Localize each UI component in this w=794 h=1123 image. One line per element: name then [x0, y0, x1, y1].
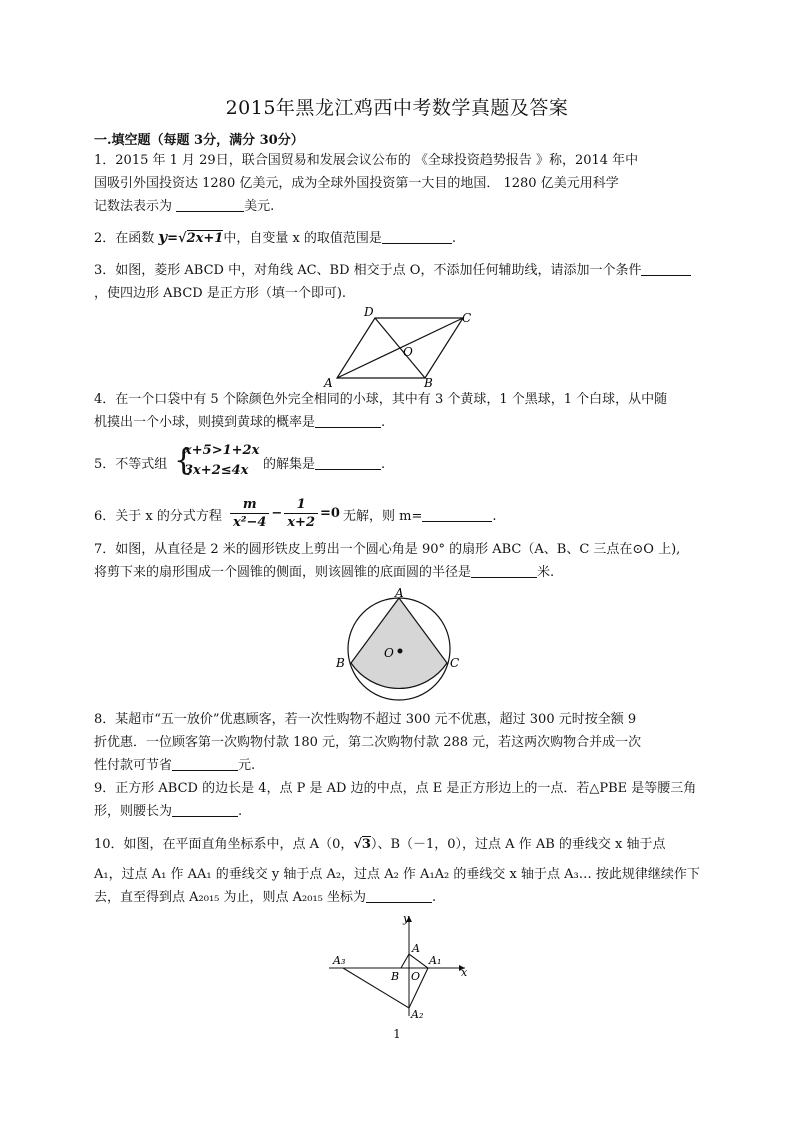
label-c: C [462, 311, 472, 325]
q8-line-3 [94, 757, 255, 775]
sector-abc [351, 598, 447, 688]
q10-line-1-text-b: ）、B（－1，0），过点 A 作 AB 的垂线交 x 轴于点 [370, 837, 666, 852]
q4-line-1: 4．在一个口袋中有 5 个除颜色外完全相同的小球，其中有 3 个黄球，1 个黑球，1 个白球，从中随 [94, 392, 668, 407]
q6-suffix-text: 无解，则 m= [343, 509, 423, 524]
q5-inequality-2: 3x+2≤4x [184, 463, 249, 478]
label-a1: A₁ [429, 954, 442, 967]
q4-end: . [381, 415, 386, 430]
q9-line-2 [94, 803, 242, 821]
label-o: O [403, 345, 413, 359]
label-x: x [461, 966, 468, 979]
q6-end: . [492, 509, 497, 524]
q6-fraction-1 [230, 496, 269, 531]
q6-fraction-1-den: x²−4 [233, 515, 267, 530]
label-c: C [450, 656, 460, 670]
center-point [398, 649, 403, 654]
q2-radicand: 2x+1 [186, 231, 224, 246]
q9-line-1: 9．正方形 ABCD 的边长是 4，点 P 是 AD 边的中点，点 E 是正方形边上的一点．若△PBE 是等腰三角 [94, 781, 697, 796]
label-b: B [424, 376, 433, 390]
q4-line-2-text: 机摸出一个小球，则摸到黄球的概率是 [94, 415, 316, 430]
q6-fraction-1-num: m [230, 496, 269, 514]
q6-minus: − [271, 506, 283, 521]
q10-line-3 [94, 889, 436, 907]
q5-suffix [263, 456, 385, 474]
q1-line-3-text: 记数法表示为 [94, 199, 177, 214]
q5-answer-blank[interactable] [315, 456, 381, 470]
q8-line-2: 折优惠．一位顾客第一次购物付款 180 元，第二次购物付款 288 元，若这两次购物合并成一次 [94, 735, 642, 750]
q2-line [94, 228, 456, 248]
q2-end: . [451, 231, 457, 246]
q5-brace: { [174, 443, 194, 478]
q10-answer-blank[interactable] [366, 889, 432, 903]
q10-line-1 [94, 836, 666, 854]
q1-line-2: 国吸引外国投资达 1280 亿美元，成为全球外国投资第一大目的地国． 1280 亿美元用科学 [94, 176, 619, 191]
q8-line-1: 8．某超市“五一放价”优惠顾客，若一次性购物不超过 300 元不优惠，超过 300 元时按全额 9 [94, 712, 637, 727]
section-heading: 一.填空题（每题 3分，满分 30分） [94, 133, 304, 148]
q3-line-1 [94, 262, 691, 280]
q6-suffix [343, 508, 497, 526]
q6-fraction-2-den: x+2 [287, 515, 315, 530]
q8-unit: 元. [238, 758, 256, 773]
q6-answer-blank[interactable] [422, 508, 492, 522]
page-number: 1 [393, 1027, 401, 1041]
q1-answer-blank[interactable] [176, 198, 244, 212]
document-title: 2015年黑龙江鸡西中考数学真题及答案 [225, 97, 569, 119]
q1-line-3 [94, 198, 274, 216]
label-b: B [391, 970, 400, 983]
q7-line-2 [94, 564, 554, 582]
q5-prefix: 5．不等式组 [94, 457, 168, 472]
q6-equation [228, 496, 340, 531]
q9-end: . [238, 804, 243, 819]
q7-line-1: 7．如图，从直径是 2 米的圆形铁皮上剪出一个圆心角是 90° 的扇形 ABC（A、B、C 三点在⊙O 上), [94, 542, 681, 557]
q3-answer-blank[interactable] [641, 262, 691, 276]
label-a: A [324, 376, 333, 390]
q5-inequality-1: x+5>1+2x [184, 443, 260, 458]
q10-sqrt: √3 [353, 837, 371, 852]
q10-end: . [432, 890, 437, 905]
q9-answer-blank[interactable] [172, 803, 238, 817]
q9-line-2-text: 形，则腰长为 [94, 804, 173, 819]
label-a: A [395, 586, 404, 600]
sector-figure [330, 585, 470, 707]
rhombus-figure [310, 300, 490, 390]
q2-y: y [158, 228, 168, 246]
q10-line-1-text-a: 10．如图，在平面直角坐标系中，点 A（0， [94, 837, 354, 852]
q5-suffix-text: 的解集是 [263, 457, 316, 472]
q7-unit: 米. [537, 565, 555, 580]
q2-suffix: 中，自变量 x 的取值范围是 [223, 231, 382, 246]
q10-sqrt-radicand: 3 [361, 837, 371, 852]
q4-answer-blank[interactable] [315, 414, 381, 428]
label-o: O [411, 970, 421, 983]
q6-prefix: 6．关于 x 的分式方程 [94, 509, 222, 524]
q2-answer-blank[interactable] [382, 230, 452, 244]
q8-answer-blank[interactable] [172, 757, 238, 771]
q1-line-1: 1．2015 年 1 月 29日，联合国贸易和发展会议公布的 《全球投资趋势报告 》称，2014 年中 [94, 153, 639, 168]
label-b: B [336, 656, 345, 670]
q2-equals: = [167, 231, 179, 246]
q6-equals-zero: =0 [320, 506, 340, 521]
label-a2: A₂ [411, 1008, 424, 1021]
q10-line-3-text: 去，直至得到点 A₂₀₁₅ 为止，则点 A₂₀₁₅ 坐标为 [94, 890, 366, 905]
q5-system [184, 441, 259, 481]
q3-line-1-text: 3．如图，菱形 ABCD 中，对角线 AC、BD 相交于点 O，不添加任何辅助线，请添加一个条件 [94, 263, 642, 278]
q5-end: . [381, 457, 386, 472]
q7-answer-blank[interactable] [471, 564, 537, 578]
q2-sqrt: √2x+1 [178, 231, 224, 246]
q1-line-3-unit: 美元. [244, 199, 275, 214]
coordinate-figure [325, 912, 475, 1024]
label-d: D [364, 305, 374, 319]
q4-line-2 [94, 414, 385, 432]
q2-prefix: 2．在函数 [94, 231, 159, 246]
label-a: A [412, 942, 420, 955]
label-y: y [403, 912, 410, 925]
q8-line-3-text: 性付款可节省 [94, 758, 173, 773]
q10-line-2: A₁，过点 A₁ 作 AA₁ 的垂线交 y 轴于点 A₂，过点 A₂ 作 A₁A₂ 的垂线交 x 轴于点 A₃… 按此规律继续作下 [94, 867, 700, 882]
diagonal-bd [375, 318, 425, 378]
q7-line-2-text: 将剪下来的扇形围成一个圆锥的侧面，则该圆锥的底面圆的半径是 [94, 565, 472, 580]
q6-fraction-2 [284, 496, 318, 531]
q6-fraction-2-num: 1 [284, 496, 318, 514]
q3-line-2: ，使四边形 ABCD 是正方形（填一个即可). [94, 286, 347, 301]
label-a3: A₃ [333, 954, 346, 967]
label-o: O [384, 646, 394, 660]
